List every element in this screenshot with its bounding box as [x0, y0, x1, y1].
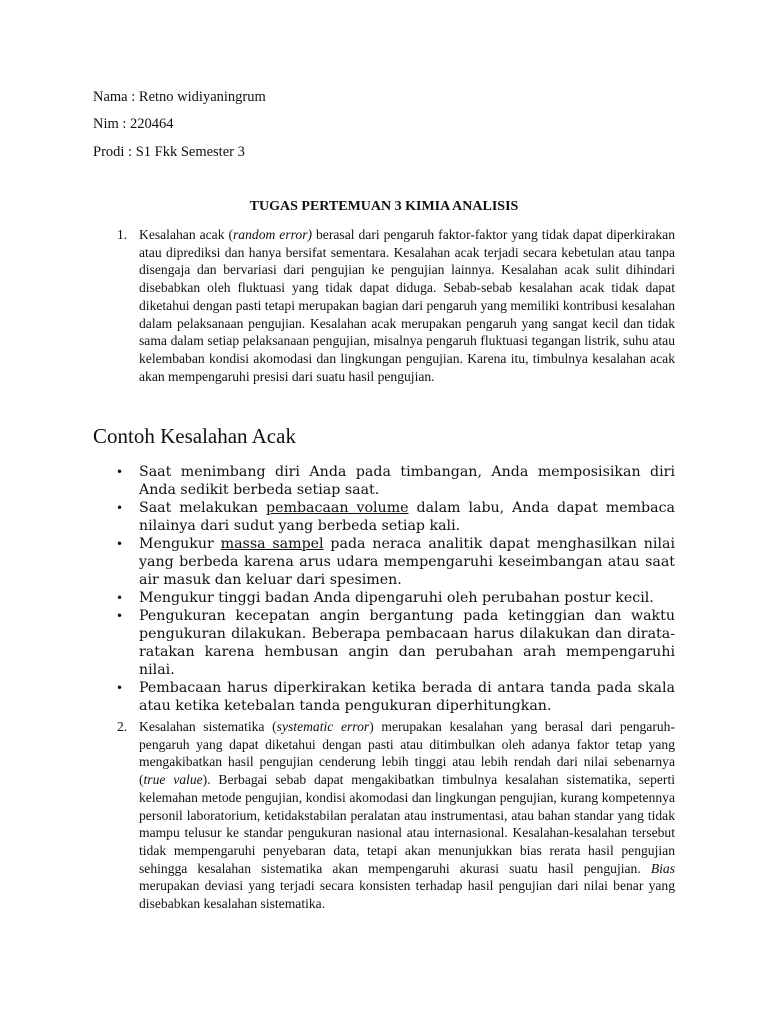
student-name: Nama : Retno widiyaningrum — [93, 89, 266, 105]
list-item: • Saat menimbang diri Anda pada timbangan, Anda memposisikan diri Anda sedikit berbeda setiap saat. — [116, 464, 675, 498]
item-1-text: Kesalahan acak (random error) berasal dari pengaruh faktor-faktor yang tidak dapat diperkirakan atau diprediksi dan hanya bersifat sementara. Kesalahan acak terjadi secara kebetulan atau tanpa disengaja dan bervariasi dari pengujian ke pengujian lainnya. Kesalahan acak sulit dihindari disebabkan oleh fluktuasi yang tidak dapat diduga. Sebab-sebab kesalahan acak tidak dapat diketahui dengan pasti tetapi merupakan bagian dari pengaruh yang memiliki kontribusi kesalahan dalam pelaksanaan pengujian. Kesalahan acak merupakan pengaruh yang sangat kecil dan tidak sama dalam setiap pelaksanaan pengujian, misalnya pengaruh fluktuasi tegangan listrik, suhu atau kelembaban kondisi akomodasi dan lingkungan pengujian. Karena itu, timbulnya kesalahan acak akan mempengaruhi presisi dari suatu hasil pengujian. — [139, 227, 676, 384]
student-nim: Nim : 220464 — [93, 116, 174, 132]
item-number: 2. — [117, 719, 128, 734]
item-2-text: Kesalahan sistematika (systematic error) merupakan kesalahan yang berasal dari pengaruh-pengaruh yang dapat diketahui dengan pasti atau ditimbulkan oleh adanya faktor tetap yang mengakibatkan hasil pengujian cenderung lebih tinggi atau lebih rendah dari nilai sebenarnya (true value). Berbagai sebab dapat mengakibatkan timbulnya kesalahan sistematika, seperti kelemahan metode pengujian, kondisi akomodasi dan lingkungan pengujian, kurang kompetennya personil laboratorium, ketidakstabilan peralatan atau instrumentasi, atau bahan standar yang tidak mampu telusur ke standar pengukuran nasional atau internasional. Kesalahan-kesalahan tersebut tidak mempengaruhi penyebaran data, tetapi akan menunjukkan bias rerata hasil pengujian sehingga kesalahan sistematika akan mempengaruhi akurasi suatu hasil pengujian. Bias merupakan deviasi yang terjadi secara konsisten terhadap hasil pengujian dari nilai benar yang disebabkan kesalahan sistematika. — [139, 719, 675, 912]
bullet-icon: • — [116, 537, 124, 551]
list-item: • Mengukur tinggi badan Anda dipengaruhi oleh perubahan postur kecil. — [116, 590, 654, 606]
massa-sampel-link[interactable]: massa sampel — [220, 536, 324, 552]
item-number: 1. — [117, 227, 128, 242]
bullet-icon: • — [116, 609, 124, 623]
bullet-icon: • — [116, 591, 124, 605]
bullet-icon: • — [116, 465, 124, 479]
example-bullet-list — [110, 463, 675, 715]
bullet-icon: • — [116, 501, 124, 515]
numbered-item-2 — [117, 718, 675, 913]
list-item: • Mengukur massa sampel pada neraca analitik dapat menghasilkan nilai yang berbeda karena arus udara mempengaruhi keseimbangan atau saat air masuk dan keluar dari spesimen. — [116, 536, 675, 588]
assignment-title: TUGAS PERTEMUAN 3 KIMIA ANALISIS — [249, 199, 519, 214]
student-prodi: Prodi : S1 Fkk Semester 3 — [93, 144, 245, 160]
list-item: • Saat melakukan pembacaan volume dalam labu, Anda dapat membaca nilainya dari sudut yang berbeda setiap kali. — [116, 500, 675, 534]
list-item: • Pembacaan harus diperkirakan ketika berada di antara tanda pada skala atau ketika ketebalan tanda pengukuran diperhitungkan. — [116, 680, 675, 714]
section-heading: Contoh Kesalahan Acak — [93, 424, 296, 448]
pembacaan-volume-link[interactable]: pembacaan volume — [266, 500, 409, 516]
list-item: • Pengukuran kecepatan angin bergantung pada ketinggian dan waktu pengukuran dilakukan. Beberapa pembacaan harus dilakukan dan dirata-ratakan karena hembusan angin dan perubahan arah mempengaruhi nilai. — [116, 608, 675, 678]
bullet-icon: • — [116, 681, 124, 695]
numbered-item-1 — [117, 226, 675, 385]
